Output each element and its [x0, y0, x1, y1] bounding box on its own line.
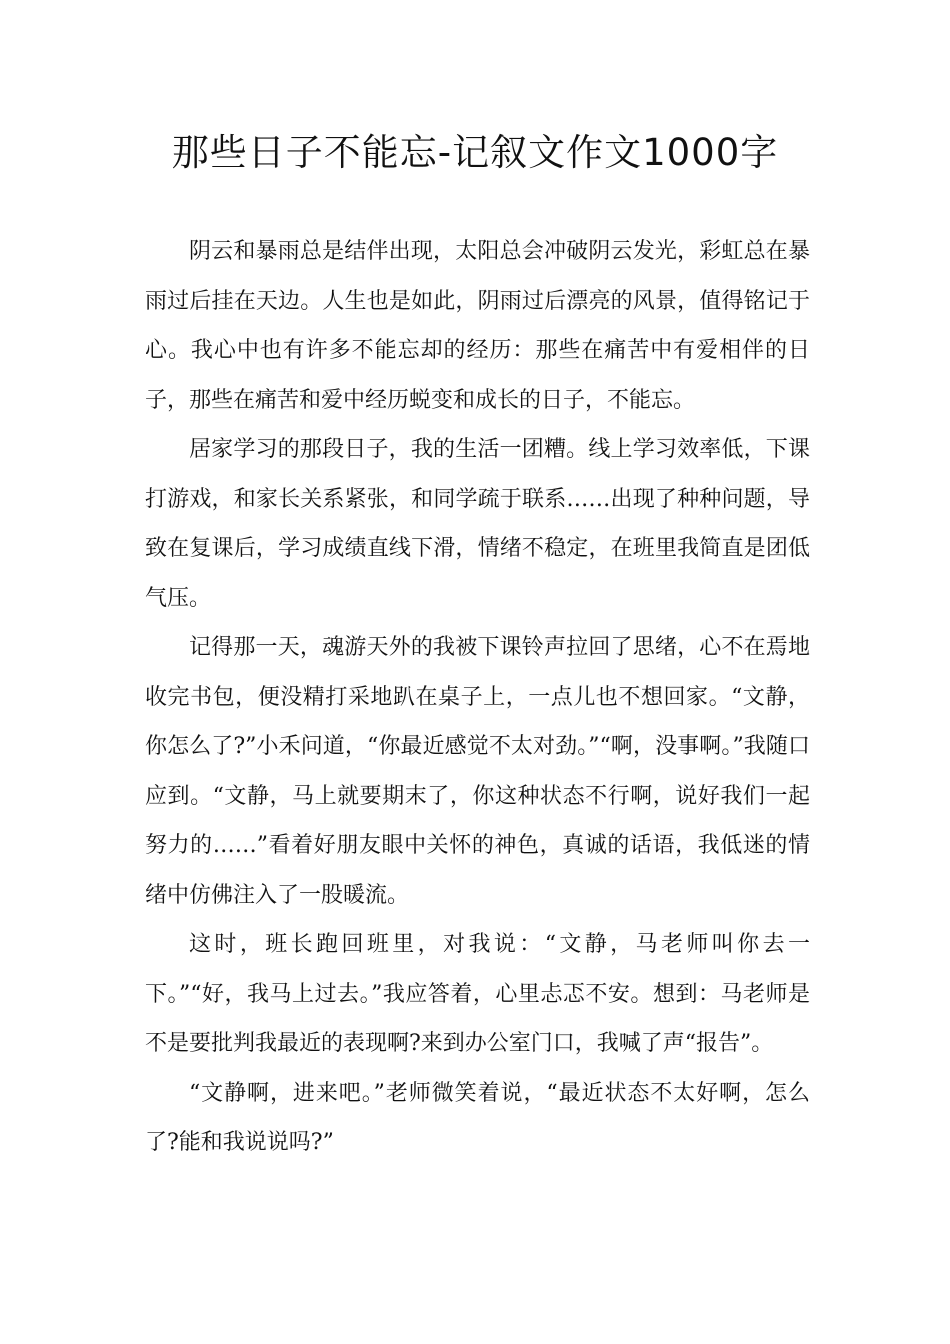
paragraph-1: 阴云和暴雨总是结伴出现，太阳总会冲破阴云发光，彩虹总在暴雨过后挂在天边。人生也是如此，阴雨过后漂亮的风景，值得铭记于心。我心中也有许多不能忘却的经历：那些在痛苦中有爱相伴的日子，那些在痛苦和爱中经历蜕变和成长的日子，不能忘。 — [145, 239, 810, 413]
document-title: 那些日子不能忘-记叙文作文1000字 — [171, 131, 779, 174]
paragraph-2: 居家学习的那段日子，我的生活一团糟。线上学习效率低，下课打游戏，和家长关系紧张，和同学疏于联系……出现了种种问题，导致在复课后，学习成绩直线下滑，情绪不稳定，在班里我简直是团低气压。 — [145, 437, 810, 611]
paragraph-5: “文静啊，进来吧。”老师微笑着说，“最近状态不太好啊，怎么了?能和我说说吗?” — [145, 1080, 810, 1155]
paragraph-4: 这时，班长跑回班里，对我说：“文静，马老师叫你去一下。”“好，我马上过去。”我应答着，心里忐忑不安。想到：马老师是不是要批判我最近的表现啊?来到办公室门口，我喊了声“报告”。 — [145, 932, 810, 1056]
paragraph-3: 记得那一天，魂游天外的我被下课铃声拉回了思绪，心不在焉地收完书包，便没精打采地趴在桌子上，一点儿也不想回家。“文静，你怎么了?”小禾问道，“你最近感觉不太对劲。”“啊，没事啊。”我随口应到。“文静，马上就要期末了，你这种状态不行啊，说好我们一起努力的……”看着好朋友眼中关怀的神色，真诚的话语，我低迷的情绪中仿佛注入了一股暖流。 — [145, 635, 810, 908]
document-body — [145, 227, 810, 1168]
